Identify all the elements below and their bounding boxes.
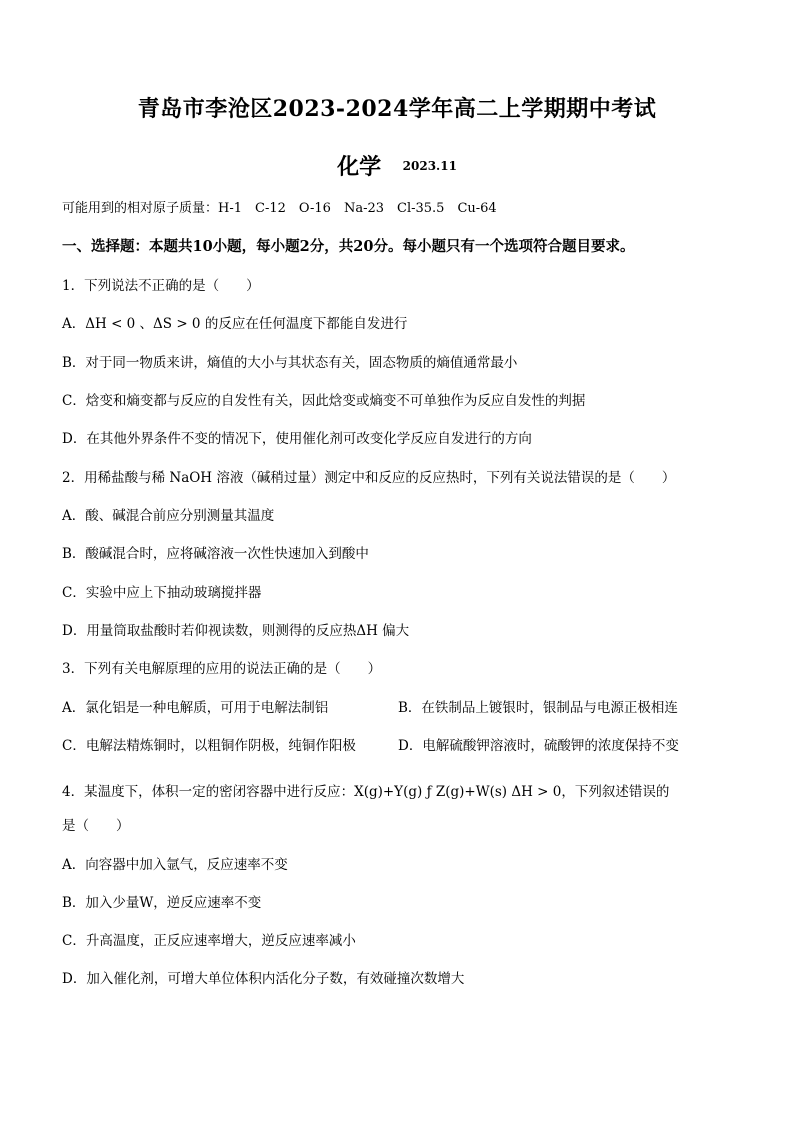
q2-option-c: C．实验中应上下抽动玻璃搅拌器 [62, 585, 262, 601]
q1-option-a: A．ΔH < 0 、ΔS > 0 的反应在任何温度下都能自发进行 [62, 316, 408, 332]
q2-option-d: D．用量筒取盐酸时若仰视读数，则测得的反应热ΔH 偏大 [62, 623, 410, 639]
atomic-masses: 可能用到的相对原子质量：H-1 C-12 O-16 Na-23 Cl-35.5 Cu-64 [62, 201, 497, 216]
q3-option-d: D．电解硫酸钾溶液时，硫酸钾的浓度保持不变 [398, 738, 679, 754]
q2-stem: 2．用稀盐酸与稀 NaOH 溶液（碱稍过量）测定中和反应的反应热时，下列有关说法错误的是（ ） [62, 470, 676, 486]
q4-option-d: D．加入催化剂，可增大单位体积内活化分子数，有效碰撞次数增大 [62, 971, 465, 987]
q3-option-c: C．电解法精炼铜时，以粗铜作阴极，纯铜作阳极 [62, 738, 356, 754]
q3-option-a: A．氯化铝是一种电解质，可用于电解法制铝 [62, 700, 329, 716]
q2-option-b: B．酸碱混合时，应将碱溶液一次性快速加入到酸中 [62, 546, 369, 562]
exam-date: 2023.11 [402, 158, 457, 173]
q1-stem: 1．下列说法不正确的是（ ） [62, 278, 260, 294]
q2-option-a: A．酸、碱混合前应分别测量其温度 [62, 508, 275, 524]
q4-stem-line2: 是（ ） [62, 818, 130, 834]
q4-stem-line1: 4．某温度下，体积一定的密闭容器中进行反应：X(g)+Y(g) ƒ Z(g)+W(s) ΔH > 0，下列叙述错误的 [62, 784, 670, 800]
section-heading: 一、选择题：本题共10小题，每小题2分，共20分。每小题只有一个选项符合题目要求。 [62, 238, 635, 255]
q3-stem: 3．下列有关电解原理的应用的说法正确的是（ ） [62, 661, 382, 677]
subject-label: 化学 [337, 154, 382, 180]
q1-option-c: C．焓变和熵变都与反应的自发性有关，因此焓变或熵变不可单独作为反应自发性的判据 [62, 393, 586, 409]
exam-title: 青岛市李沧区2023-2024学年高二上学期期中考试 [137, 96, 657, 122]
q3-option-b: B．在铁制品上镀银时，银制品与电源正极相连 [398, 700, 678, 716]
q4-option-a: A．向容器中加入氩气，反应速率不变 [62, 857, 288, 873]
subject-row [0, 150, 794, 181]
q4-option-b: B．加入少量W，逆反应速率不变 [62, 895, 262, 911]
q4-option-c: C．升高温度，正反应速率增大，逆反应速率减小 [62, 933, 356, 949]
q1-option-b: B．对于同一物质来讲，熵值的大小与其状态有关，固态物质的熵值通常最小 [62, 355, 518, 371]
q1-option-d: D．在其他外界条件不变的情况下，使用催化剂可改变化学反应自发进行的方向 [62, 431, 532, 447]
